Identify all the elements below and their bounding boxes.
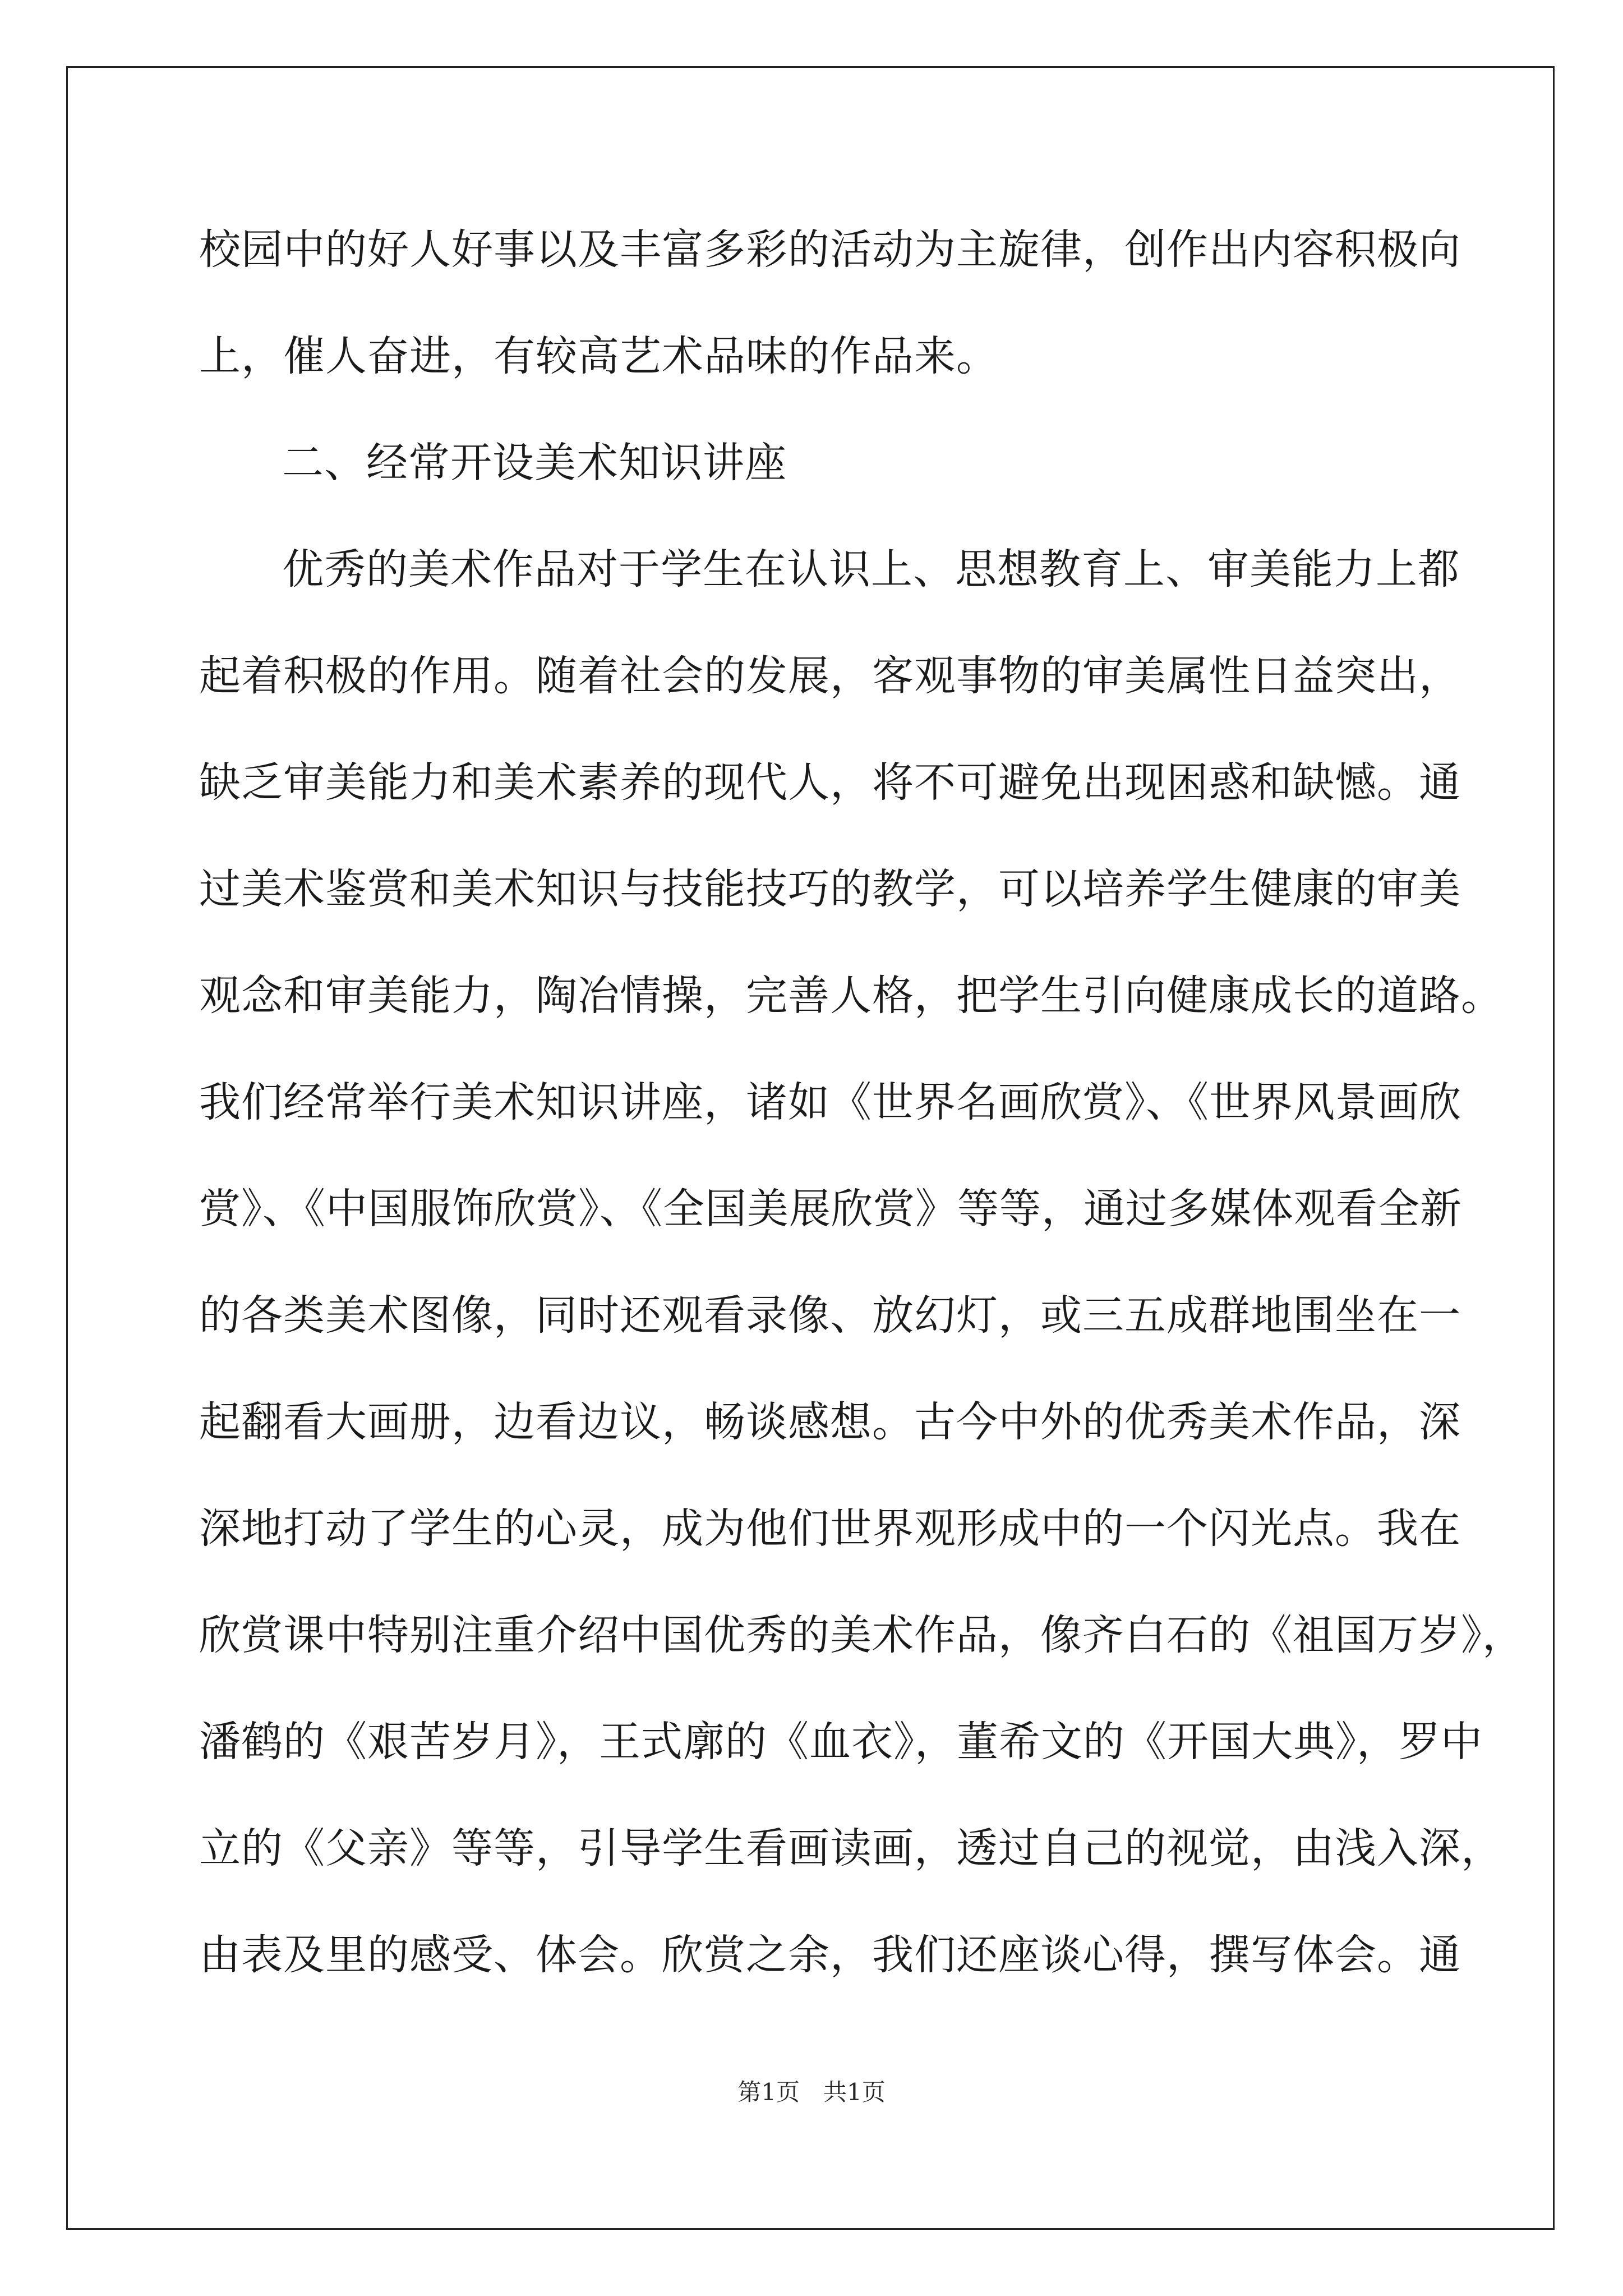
text-line: 起翻看大画册，边看边议，畅谈感想。古今中外的优秀美术作品，深 (199, 1398, 1461, 1446)
text-line: 立的《父亲》等等，引导学生看画读画，透过自己的视觉，由浅入深， (199, 1824, 1503, 1872)
text-line: 校园中的好人好事以及丰富多彩的活动为主旋律，创作出内容积极向 (199, 226, 1461, 274)
text-line: 过美术鉴赏和美术知识与技能技巧的教学，可以培养学生健康的审美 (199, 865, 1461, 913)
text-line: 赏》、《中国服饰欣赏》、《全国美展欣赏》等等，通过多媒体观看全新 (199, 1185, 1462, 1233)
paragraph-first-line: 优秀的美术作品对于学生在认识上、思想教育上、审美能力上都 (282, 545, 1460, 593)
text-line: 缺乏审美能力和美术素养的现代人，将不可避免出现困惑和缺憾。通 (199, 758, 1461, 807)
document-body (199, 219, 1524, 2031)
text-line: 观念和审美能力，陶冶情操，完善人格，把学生引向健康成长的道路。 (199, 972, 1503, 1020)
text-line: 上，催人奋进，有较高艺术品味的作品来。 (199, 332, 998, 380)
text-line: 我们经常举行美术知识讲座，诸如《世界名画欣赏》、《世界风景画欣 (199, 1078, 1461, 1126)
text-line: 的各类美术图像，同时还观看录像、放幻灯，或三五成群地围坐在一 (199, 1291, 1461, 1340)
text-line: 欣赏课中特别注重介绍中国优秀的美术作品，像齐白石的《祖国万岁》， (199, 1611, 1524, 1659)
text-line: 潘鹤的《艰苦岁月》，王式廓的《血衣》，董希文的《开国大典》，罗中 (199, 1718, 1483, 1766)
text-line: 深地打动了学生的心灵，成为他们世界观形成中的一个闪光点。我在 (199, 1504, 1461, 1553)
text-line: 由表及里的感受、体会。欣赏之余，我们还座谈心得，撰写体会。通 (199, 1931, 1461, 1979)
section-heading: 二、经常开设美术知识讲座 (282, 439, 787, 487)
text-line: 起着积极的作用。随着社会的发展，客观事物的审美属性日益突出， (199, 652, 1461, 700)
page-footer: 第1页 共1页 (737, 2078, 886, 2106)
